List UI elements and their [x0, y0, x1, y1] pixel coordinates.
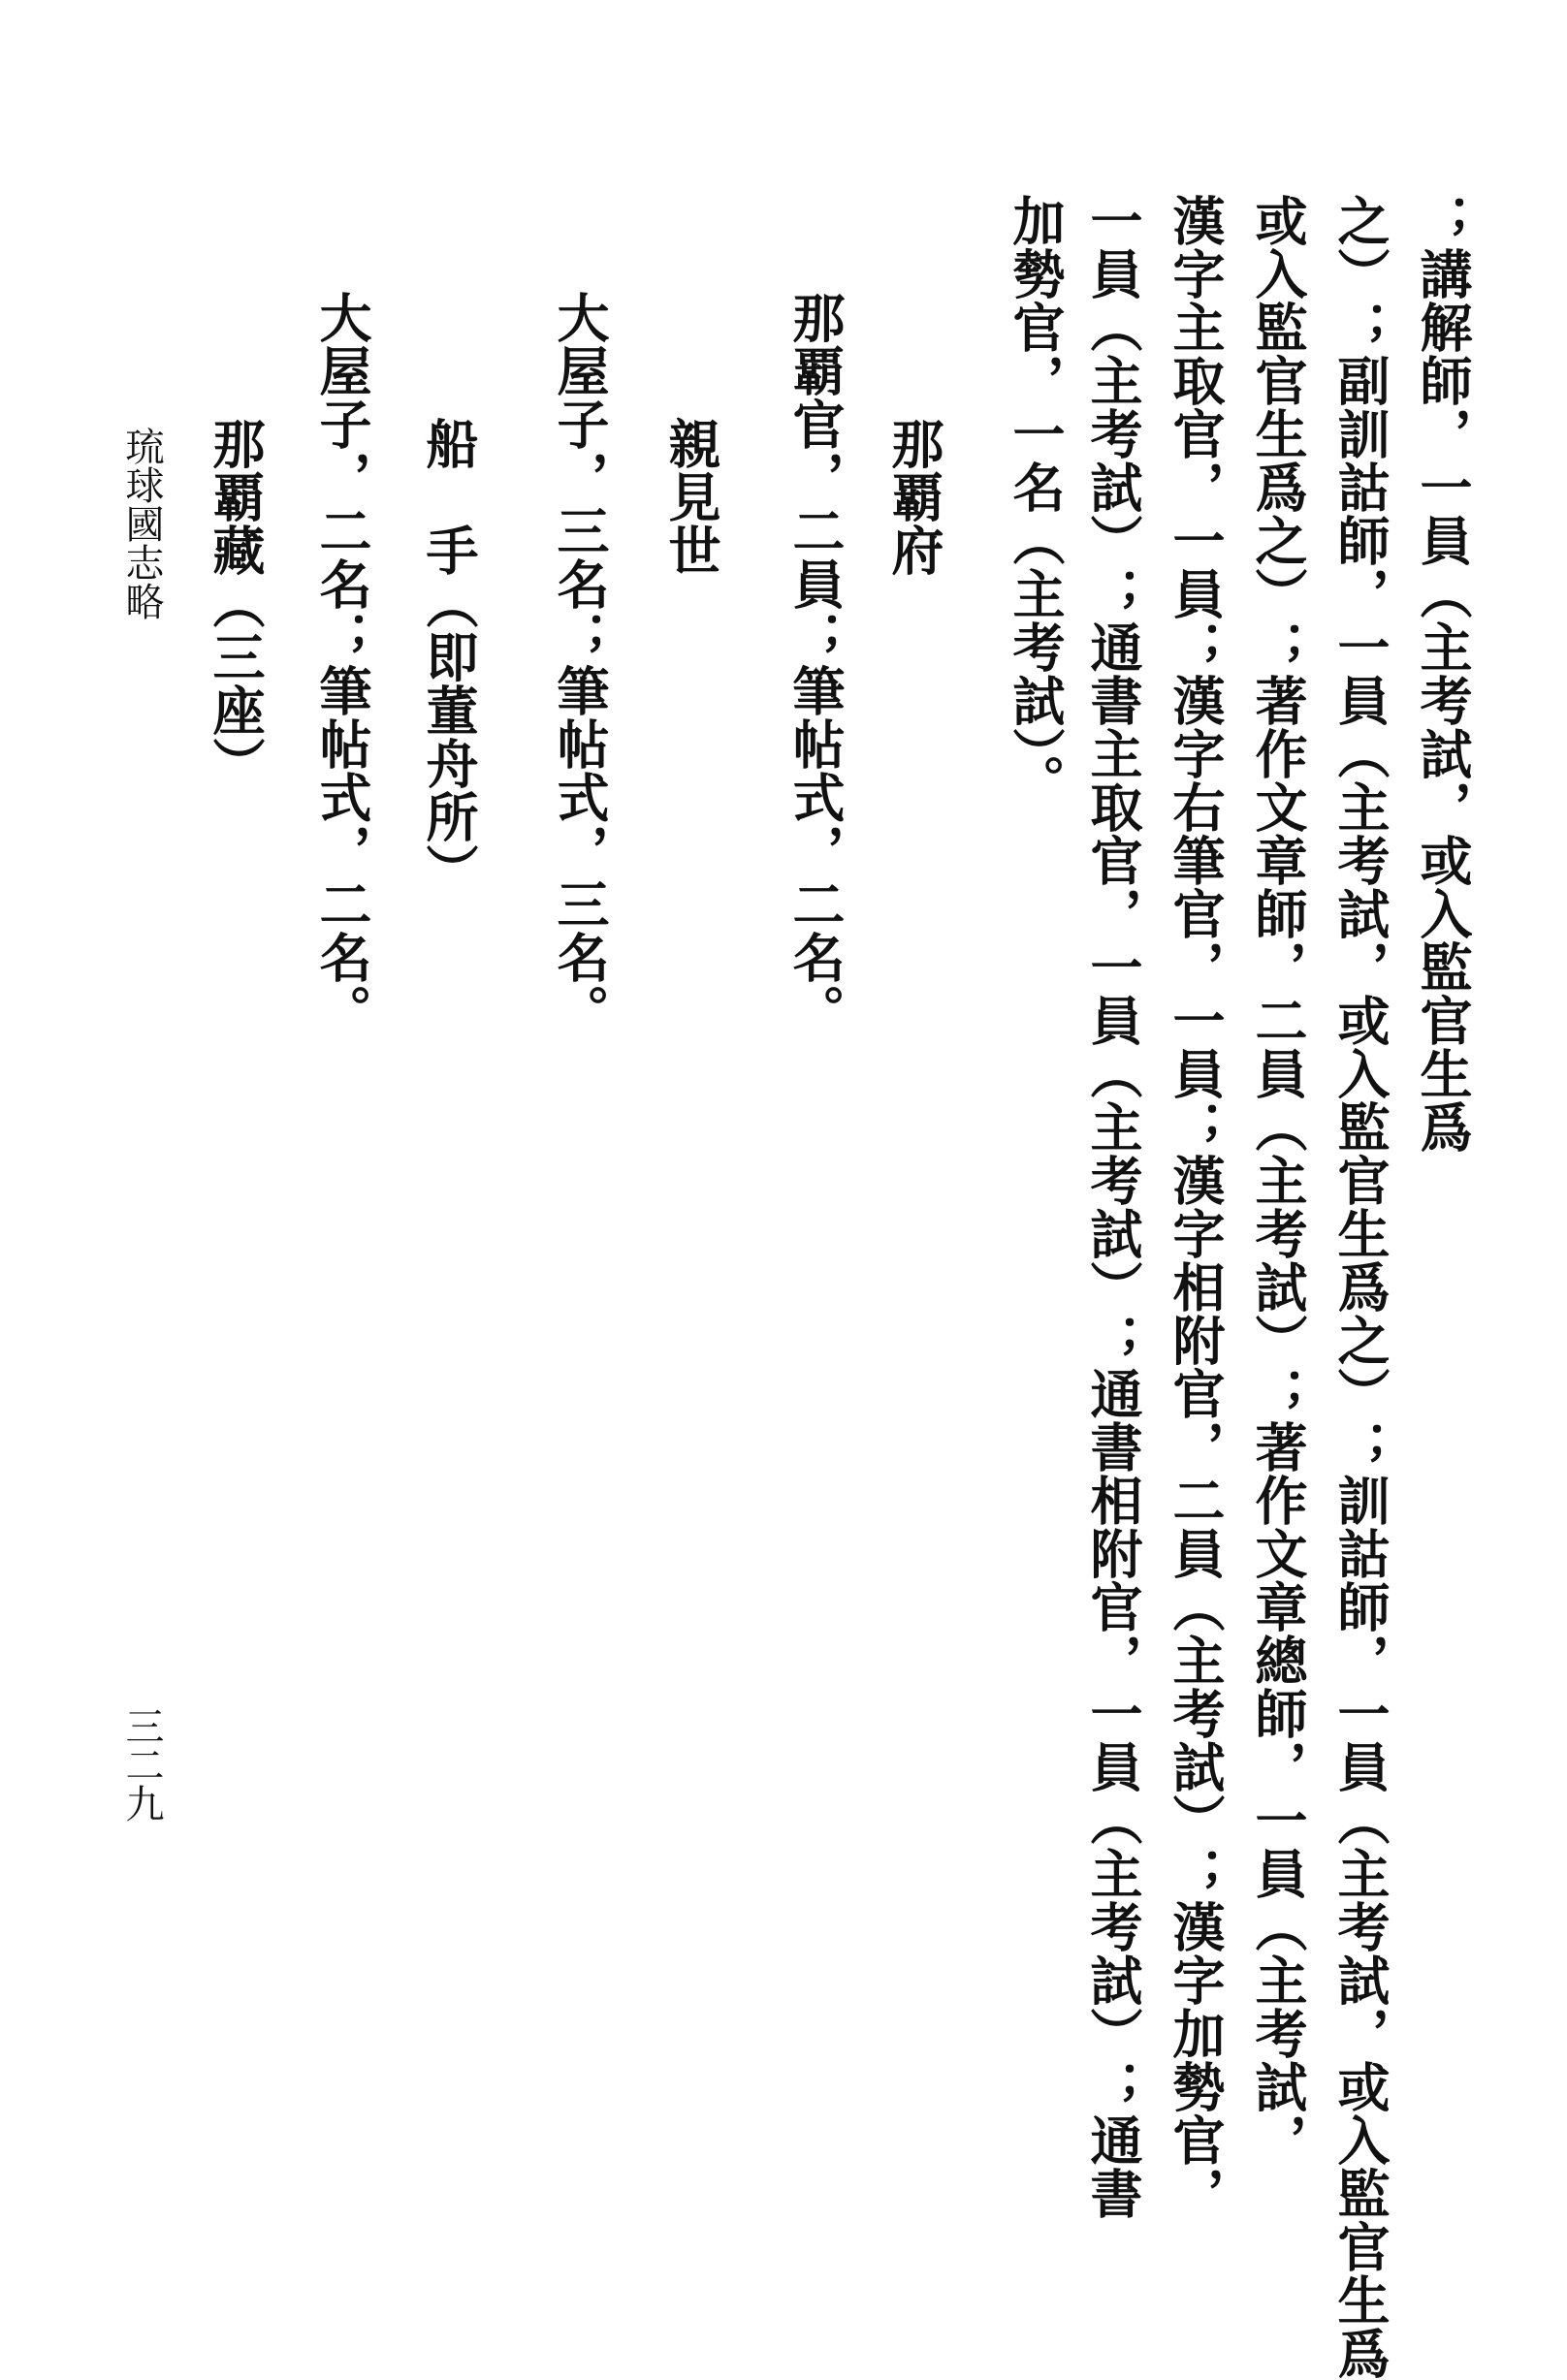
- naha-storehouse-entry: 那覇藏（三座）: [205, 417, 267, 790]
- naha-official-entry: 那覇官，二員；筆帖式，二名。: [784, 291, 847, 1037]
- page-number: 三二九: [119, 1706, 164, 1823]
- book-title: 琉球國志略: [119, 427, 164, 620]
- main-text-column-5: 一員（主考試）；通書主取官，一員（主考試）；通書相附官，一員（主考試）；通書: [1082, 194, 1144, 2220]
- main-text-column-3: 或入監官生爲之）；著作文章師，二員（主考試）；著作文章總師，一員（主考試，: [1247, 194, 1309, 2167]
- sendou-entry: 船 手（即董舟所）: [418, 417, 480, 897]
- main-text-column-6: 加勢官，一名（主考試）。: [1005, 194, 1067, 808]
- main-text-column-2: 之）；副訓詁師，一員（主考試，或入監官生爲之）；訓詁師，一員（主考試，或入監官生爲: [1329, 194, 1391, 2380]
- main-text-column-4: 漢字主取官，一員；漢字右筆官，一員；漢字相附官，二員（主考試）；漢字加勢官，: [1165, 194, 1227, 2220]
- main-text-column-1: ；講解師，一員（主考試，或入監官生爲: [1412, 194, 1474, 1154]
- ooyako-entry: 大屋子，三名；筆帖式，三名。: [549, 291, 611, 1037]
- ooyako-entry-2: 大屋子，二名；筆帖式，二名。: [311, 291, 373, 1037]
- section-heading-shinkensei: 親見世: [660, 417, 722, 577]
- section-heading-naha-fu: 那覇府: [883, 417, 945, 577]
